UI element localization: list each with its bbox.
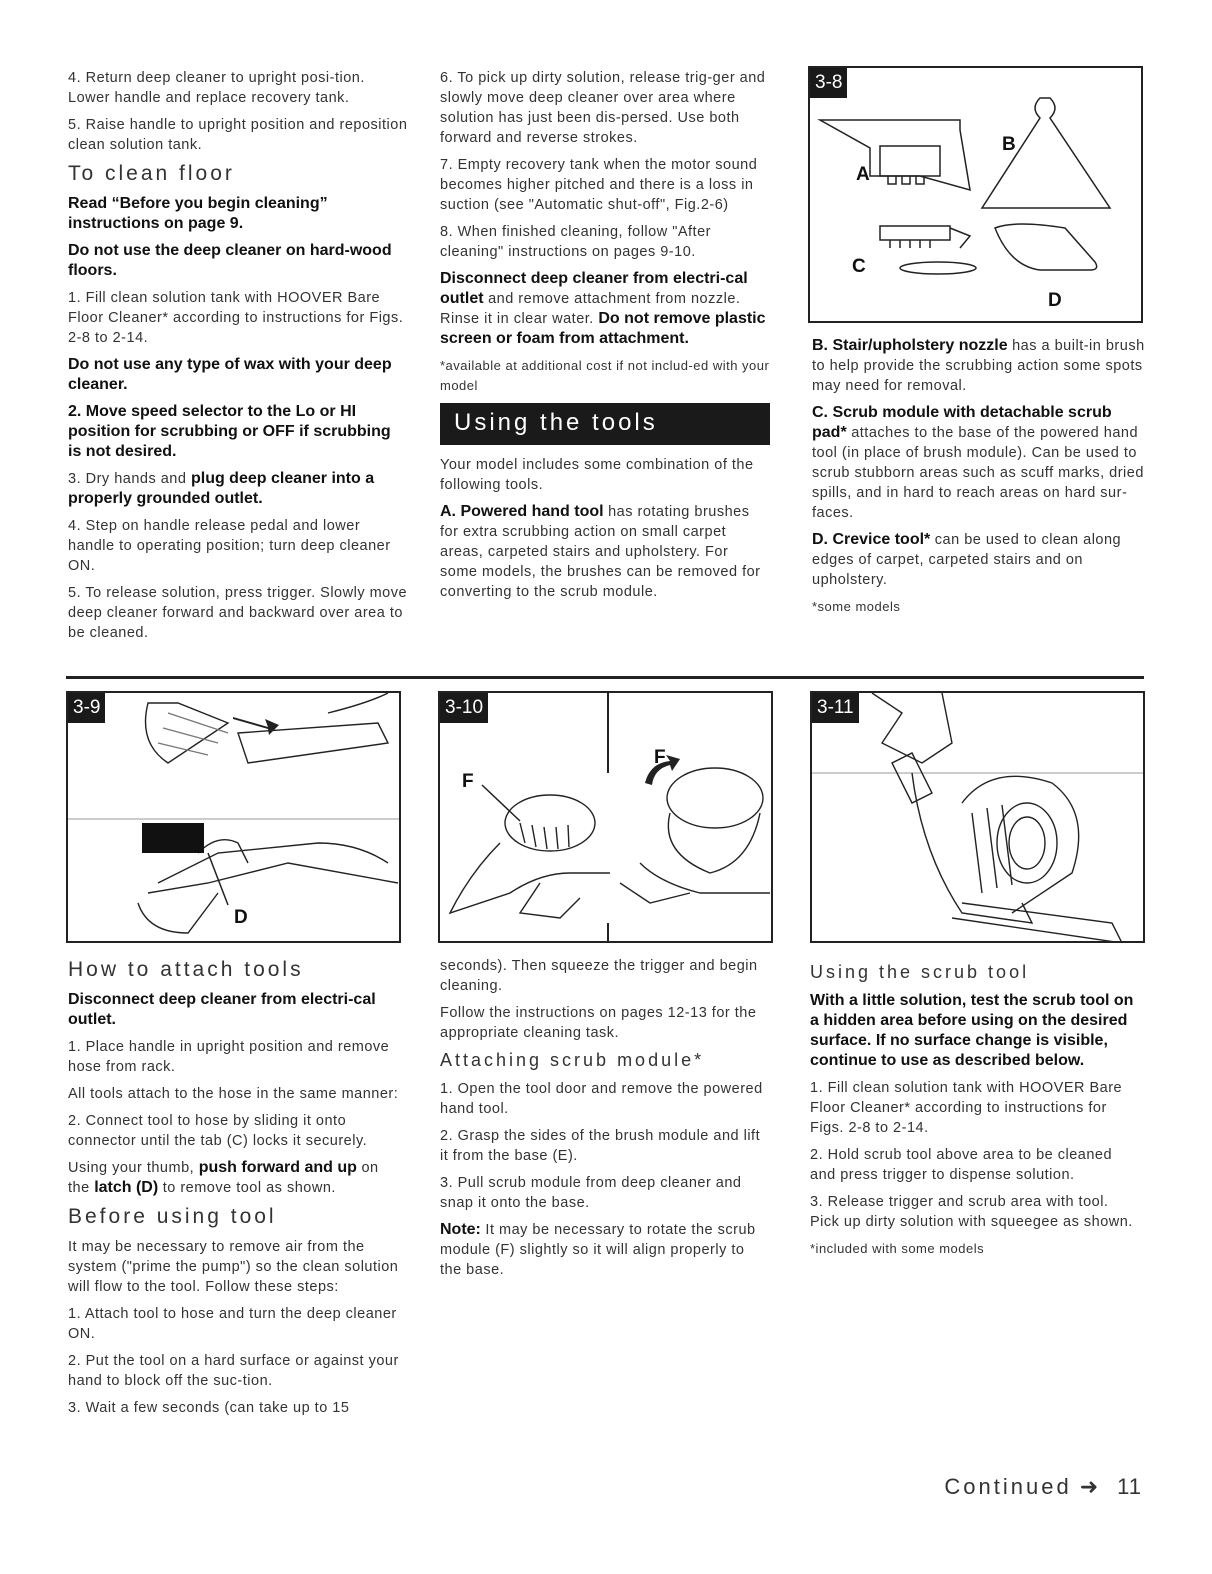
arrow-right-icon: ➜ bbox=[1079, 1474, 1100, 1499]
banner-using-the-tools: Using the tools bbox=[440, 403, 770, 445]
figure-3-10-label: 3-10 bbox=[440, 693, 488, 723]
floor-step-4: 4. Step on handle release pedal and lower handle to operating position; turn deep cleaner ON. bbox=[68, 518, 391, 574]
use-scrub-step-3: 3. Release trigger and scrub area with tool. Pick up dirty solution with squeegee as shown. bbox=[810, 1194, 1133, 1230]
attach-remove-tool bbox=[68, 1158, 403, 1198]
tool-c-name: C. Scrub module with detachable scrub pad* bbox=[812, 404, 1112, 441]
attach-step-2: 2. Connect tool to hose by sliding it onto connector until the tab (C) locks it securely. bbox=[68, 1113, 368, 1149]
disconnect-paragraph bbox=[440, 269, 770, 349]
tool-c-description bbox=[812, 403, 1147, 523]
figure-3-9-label: 3-9 bbox=[68, 693, 105, 723]
tool-b-description bbox=[812, 336, 1147, 396]
label-f-left: F bbox=[462, 771, 474, 792]
warning-read-before: Read “Before you begin cleaning” instructions on page 9. bbox=[68, 195, 328, 232]
prime-pump-text: It may be necessary to remove air from the system ("prime the pump") so the clean solution will flow to the tool. Follow these steps: bbox=[68, 1239, 399, 1295]
figure-3-11-label: 3-11 bbox=[812, 693, 859, 723]
tool-b-name: B. Stair/upholstery nozzle bbox=[812, 337, 1008, 354]
label-f-right: F bbox=[654, 747, 666, 768]
warning-wax: Do not use any type of wax with your deep cleaner. bbox=[68, 356, 392, 393]
remove-mid: on the bbox=[68, 1160, 379, 1196]
use-scrub-step-2: 2. Hold scrub tool above area to be cleaned and press trigger to dispense solution. bbox=[810, 1147, 1113, 1183]
redacted-box bbox=[142, 823, 204, 853]
figure-3-9-illustration bbox=[68, 693, 399, 941]
note-text: It may be necessary to rotate the scrub module (F) slightly so it will align properly to the base. bbox=[440, 1222, 756, 1278]
figure-3-8 bbox=[808, 66, 1143, 323]
attach-step-1: 1. Place handle in upright position and remove hose from rack. bbox=[68, 1039, 390, 1075]
section-divider bbox=[66, 676, 1144, 679]
tool-a-name: A. Powered hand tool bbox=[440, 503, 604, 520]
step-4: 4. Return deep cleaner to upright posi-tion. Lower handle and replace recovery tank. bbox=[68, 70, 365, 106]
column-2-top bbox=[440, 68, 770, 609]
tool-b-text: has a built-in brush to help provide the scrubbing action some spots may need for removal. bbox=[812, 338, 1145, 394]
disconnect-bold: Disconnect deep cleaner from electri-cal outlet bbox=[440, 270, 748, 307]
crevice-tool-drawing bbox=[995, 224, 1097, 270]
tool-a-text: has rotating brushes for extra scrubbing action on small carpet areas, carpeted stairs and upholstery. For some models, the brushes can be removed for converting to the scrub module. bbox=[440, 504, 761, 600]
label-d-fig39: D bbox=[234, 907, 248, 928]
page-footer bbox=[944, 1474, 1142, 1500]
tool-d-text: can be used to clean along edges of carpet, carpeted stairs and on upholstery. bbox=[812, 532, 1122, 588]
scrub-step-2: 2. Grasp the sides of the brush module and lift it from the base (E). bbox=[440, 1128, 761, 1164]
label-a: A bbox=[856, 164, 870, 185]
floor-step-3-bold: plug deep cleaner into a properly grounded outlet. bbox=[68, 470, 375, 507]
label-d: D bbox=[1048, 290, 1062, 311]
use-scrub-step-1: 1. Fill clean solution tank with HOOVER Bare Floor Cleaner* according to instructions for Figs. 2-8 to 2-14. bbox=[810, 1080, 1123, 1136]
tool-d-description bbox=[812, 530, 1147, 590]
floor-step-7: 7. Empty recovery tank when the motor sound becomes higher pitched and there is a loss in suction (see "Automatic shut-off", Fig.2-6) bbox=[440, 157, 758, 213]
column-3-top bbox=[812, 336, 1147, 624]
figure-3-11 bbox=[810, 691, 1145, 943]
heading-to-clean-floor: To clean floor bbox=[68, 162, 235, 185]
continued-label: Continued bbox=[944, 1474, 1072, 1499]
heading-using-scrub-tool: Using the scrub tool bbox=[810, 962, 1030, 982]
figure-3-8-label: 3-8 bbox=[810, 68, 847, 98]
some-models-note: *some models bbox=[812, 599, 901, 614]
figure-3-9 bbox=[66, 691, 401, 943]
label-c: C bbox=[852, 256, 866, 277]
scrub-note bbox=[440, 1220, 770, 1280]
floor-step-6: 6. To pick up dirty solution, release trig-ger and slowly move deep cleaner over area where solution has just been dis-persed. Use both forward and reverse strokes. bbox=[440, 70, 766, 146]
heading-before-using-tool: Before using tool bbox=[68, 1205, 277, 1228]
floor-step-8: 8. When finished cleaning, follow "After cleaning" instructions on pages 9-10. bbox=[440, 224, 711, 260]
availability-note: *available at additional cost if not includ-ed with your model bbox=[440, 358, 770, 393]
heading-how-to-attach: How to attach tools bbox=[68, 958, 304, 981]
figure-3-10-illustration bbox=[440, 693, 771, 941]
scrub-module-drawing bbox=[880, 226, 970, 248]
scrub-step-1: 1. Open the tool door and remove the powered hand tool. bbox=[440, 1081, 763, 1117]
page-number: 11 bbox=[1117, 1474, 1142, 1499]
prime-step-3: 3. Wait a few seconds (can take up to 15 bbox=[68, 1400, 350, 1416]
column-2-bottom bbox=[440, 956, 770, 1287]
label-b: B bbox=[1002, 134, 1016, 155]
included-note: *included with some models bbox=[810, 1241, 985, 1256]
follow-instructions: Follow the instructions on pages 12-13 for the appropriate cleaning task. bbox=[440, 1005, 757, 1041]
tool-a-description bbox=[440, 502, 770, 602]
prime-step-3-cont: seconds). Then squeeze the trigger and begin cleaning. bbox=[440, 958, 758, 994]
powered-hand-tool-drawing bbox=[820, 120, 970, 190]
step-5: 5. Raise handle to upright position and reposition clean solution tank. bbox=[68, 117, 408, 153]
figure-3-10 bbox=[438, 691, 773, 943]
remove-post: to remove tool as shown. bbox=[158, 1180, 336, 1196]
disconnect-text: and remove attachment from nozzle. Rinse it in clear water. bbox=[440, 291, 741, 327]
floor-step-5: 5. To release solution, press trigger. Slowly move deep cleaner forward and backward over area to be cleaned. bbox=[68, 585, 408, 641]
scrub-test-warning: With a little solution, test the scrub tool on a hidden area before using on the desired surface. If no surface change is visible, continue to use as described below. bbox=[810, 992, 1134, 1069]
note-label: Note: bbox=[440, 1221, 481, 1238]
floor-step-2: 2. Move speed selector to the Lo or HI position for scrubbing or OFF if scrubbing is not desired. bbox=[68, 403, 391, 460]
floor-step-1: 1. Fill clean solution tank with HOOVER Bare Floor Cleaner* according to instructions for Figs. 2-8 to 2-14. bbox=[68, 290, 404, 346]
column-1-top bbox=[68, 68, 408, 650]
attach-disconnect-warning: Disconnect deep cleaner from electri-cal outlet. bbox=[68, 991, 376, 1028]
remove-pre: Using your thumb, bbox=[68, 1160, 199, 1176]
attach-same-manner: All tools attach to the hose in the same manner: bbox=[68, 1086, 399, 1102]
column-1-bottom bbox=[68, 954, 403, 1425]
figure-3-11-illustration bbox=[812, 693, 1143, 941]
screen-warning-bold: Do not remove plastic screen or foam from attachment. bbox=[440, 310, 766, 347]
heading-attaching-scrub-module: Attaching scrub module* bbox=[440, 1050, 705, 1070]
prime-step-1: 1. Attach tool to hose and turn the deep cleaner ON. bbox=[68, 1306, 397, 1342]
column-3-bottom bbox=[810, 958, 1140, 1266]
floor-step-3-text: 3. Dry hands and bbox=[68, 471, 191, 487]
prime-step-2: 2. Put the tool on a hard surface or against your hand to block off the suc-tion. bbox=[68, 1353, 399, 1389]
warning-hardwood: Do not use the deep cleaner on hard-wood floors. bbox=[68, 242, 392, 279]
tools-intro: Your model includes some combination of the following tools. bbox=[440, 457, 754, 493]
remove-bold-2: latch (D) bbox=[94, 1179, 159, 1196]
tool-d-name: D. Crevice tool* bbox=[812, 531, 931, 548]
floor-step-3 bbox=[68, 469, 408, 509]
tool-c-text: attaches to the base of the powered hand tool (in place of brush module). Can be used to scrub stubborn areas such as scuff marks, dried spills, and in hard to reach areas on hard sur-faces. bbox=[812, 425, 1144, 521]
figure-3-8-illustration bbox=[810, 68, 1141, 321]
scrub-step-3: 3. Pull scrub module from deep cleaner and snap it onto the base. bbox=[440, 1175, 742, 1211]
remove-bold-1: push forward and up bbox=[198, 1159, 357, 1176]
